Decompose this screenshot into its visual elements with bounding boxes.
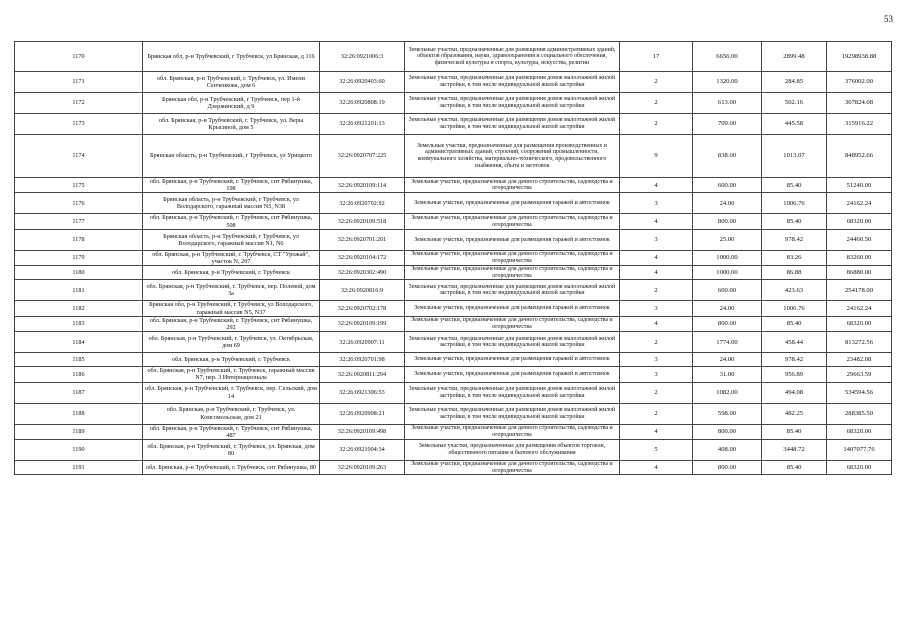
area-cell: 1082.00 <box>693 382 762 403</box>
table-row <box>15 229 892 250</box>
address-cell: обл. Брянская, р-н Трубчевский, г. Трубчевск, гаражный массив N7, пер. 3 Интернационала <box>143 367 320 382</box>
land-use-cell: Земельные участки, предназначенные для размещения гаражей и автостоянок <box>405 353 620 367</box>
land-use-cell: Земельные участки, предназначенные для размещения домов малоэтажной жилой застройки, в том числе индивидуальной жилой застройки <box>405 403 620 424</box>
land-use-cell: Земельные участки, предназначенные для размещения гаражей и автостоянок <box>405 367 620 382</box>
land-use-cell: Земельные участки, предназначенные для размещения производственных и административных зданий, строений, сооружений промышленности, коммунального хозяйства, материально-технического, продовольственного снабжения, сбыта и заготовок <box>405 135 620 178</box>
area-cell: 31.00 <box>693 367 762 382</box>
group-code-cell: 2 <box>620 403 693 424</box>
land-use-cell: Земельные участки, предназначенные для размещения домов малоэтажной жилой застройки, в том числе индивидуальной жилой застройки <box>405 93 620 114</box>
table-row <box>15 193 892 214</box>
address-cell: обл. Брянская, р-н Трубчевский, г. Трубчевск, снт Рябинушка, 80 <box>143 461 320 475</box>
land-use-cell: Земельные участки, предназначенные для дачного строительства, садоводства и огородничества <box>405 424 620 439</box>
group-code-cell: 9 <box>620 135 693 178</box>
cadastral-number-cell: 32:26:0921006:3 <box>320 42 405 72</box>
land-use-cell: Земельные участки, предназначенные для размещения административных зданий, объектов образования, науки, здравоохранения и социального обеспечения, физической культуры и спорта, культуры, искусства, религии <box>405 42 620 72</box>
cadastral-number-cell: 32:26:0921004:34 <box>320 440 405 461</box>
cadastral-number-cell: 32:26:0920808:19 <box>320 93 405 114</box>
area-cell: 25.00 <box>693 229 762 250</box>
row-number-cell: 1170 <box>15 42 143 72</box>
cadastral-number-cell: 32:26:0920702:178 <box>320 301 405 316</box>
address-cell: обл. Брянская, р-н Трубчевский, г. Трубчевск, снт Рябинушка, 198 <box>143 178 320 193</box>
row-number-cell: 1178 <box>15 229 143 250</box>
specific-value-cell: 978.42 <box>762 353 827 367</box>
row-number-cell: 1191 <box>15 461 143 475</box>
address-cell: Брянская область, р-н Трубчевский, г Трубчевск, ул Урицкого <box>143 135 320 178</box>
group-code-cell: 4 <box>620 461 693 475</box>
specific-value-cell: 956.89 <box>762 367 827 382</box>
area-cell: 800.00 <box>693 461 762 475</box>
address-cell: обл. Брянская, р-н Трубчевский, г. Трубчевск, пер. Полевой, дом 3а <box>143 280 320 301</box>
cadastral-value-cell: 307824.08 <box>827 93 892 114</box>
group-code-cell: 4 <box>620 250 693 265</box>
table-row <box>15 403 892 424</box>
cadastral-value-cell: 29663.59 <box>827 367 892 382</box>
address-cell: обл. Брянская, р-н Трубчевский, г. Трубчевск, пер. Сельский, дом 14 <box>143 382 320 403</box>
cadastral-number-cell: 32:26:0920403:60 <box>320 72 405 93</box>
specific-value-cell: 423.63 <box>762 280 827 301</box>
land-use-cell: Земельные участки, предназначенные для дачного строительства, садоводства и огородничества <box>405 178 620 193</box>
area-cell: 1000.00 <box>693 250 762 265</box>
row-number-cell: 1179 <box>15 250 143 265</box>
cadastral-value-cell: 19298938.88 <box>827 42 892 72</box>
row-number-cell: 1177 <box>15 214 143 229</box>
land-use-cell: Земельные участки, предназначенные для размещения гаражей и автостоянок <box>405 301 620 316</box>
address-cell: обл. Брянская, р-н Трубчевский, г. Трубчевск <box>143 353 320 367</box>
table-row <box>15 135 892 178</box>
land-use-cell: Земельные участки, предназначенные для размещения домов малоэтажной жилой застройки, в том числе индивидуальной жилой застройки <box>405 280 620 301</box>
specific-value-cell: 482.25 <box>762 403 827 424</box>
table-row <box>15 280 892 301</box>
cadastral-value-cell: 24162.24 <box>827 301 892 316</box>
group-code-cell: 2 <box>620 280 693 301</box>
row-number-cell: 1187 <box>15 382 143 403</box>
specific-value-cell: 83.26 <box>762 250 827 265</box>
area-cell: 598.00 <box>693 403 762 424</box>
group-code-cell: 2 <box>620 93 693 114</box>
specific-value-cell: 2899.48 <box>762 42 827 72</box>
cadastral-value-cell: 68320.00 <box>827 316 892 331</box>
area-cell: 838.00 <box>693 135 762 178</box>
specific-value-cell: 1006.76 <box>762 301 827 316</box>
group-code-cell: 3 <box>620 229 693 250</box>
group-code-cell: 4 <box>620 424 693 439</box>
cadastral-number-cell: 32:26:0920302:490 <box>320 266 405 280</box>
area-cell: 800.00 <box>693 424 762 439</box>
cadastral-number-cell: 32:26:0920707:225 <box>320 135 405 178</box>
cadastral-value-cell: 23482.08 <box>827 353 892 367</box>
cadastral-number-cell: 32:26:0920702:92 <box>320 193 405 214</box>
group-code-cell: 2 <box>620 114 693 135</box>
address-cell: обл. Брянская, р-н Трубчевский, г. Трубчевск, ул. Имени Сенченкова, дом 6 <box>143 72 320 93</box>
land-use-cell: Земельные участки, предназначенные для размещения домов малоэтажной жилой застройки, в том числе индивидуальной жилой застройки <box>405 332 620 353</box>
address-cell: обл. Брянская, р-н Трубчевский, г. Трубчевск, ул. Веры Крысиной, дом 5 <box>143 114 320 135</box>
area-cell: 613.00 <box>693 93 762 114</box>
land-use-cell: Земельные участки, предназначенные для размещения домов малоэтажной жилой застройки, в том числе индивидуальной жилой застройки <box>405 114 620 135</box>
table-row <box>15 461 892 475</box>
area-cell: 1000.00 <box>693 266 762 280</box>
cadastral-value-cell: 315916.22 <box>827 114 892 135</box>
cadastral-value-cell: 68320.00 <box>827 214 892 229</box>
area-cell: 709.00 <box>693 114 762 135</box>
table-row <box>15 316 892 331</box>
area-cell: 6656.00 <box>693 42 762 72</box>
table-row <box>15 424 892 439</box>
group-code-cell: 2 <box>620 332 693 353</box>
cadastral-value-cell: 51240.00 <box>827 178 892 193</box>
table-row <box>15 266 892 280</box>
address-cell: обл. Брянская, р-н Трубчевский, г. Трубчевск, ул. Брянская, дом 80 <box>143 440 320 461</box>
specific-value-cell: 86.88 <box>762 266 827 280</box>
table-row <box>15 440 892 461</box>
specific-value-cell: 978.42 <box>762 229 827 250</box>
cadastral-number-cell: 32:26:0920109:263 <box>320 461 405 475</box>
cadastral-value-cell: 86880.00 <box>827 266 892 280</box>
address-cell: Брянская обл, р-н Трубчевский, г Трубчевск, ул Брянская, д 116 <box>143 42 320 72</box>
group-code-cell: 3 <box>620 193 693 214</box>
cadastral-value-cell: 24162.24 <box>827 193 892 214</box>
row-number-cell: 1184 <box>15 332 143 353</box>
cadastral-value-cell: 1407077.76 <box>827 440 892 461</box>
table-row <box>15 250 892 265</box>
row-number-cell: 1174 <box>15 135 143 178</box>
specific-value-cell: 1006.76 <box>762 193 827 214</box>
address-cell: обл. Брянская, р-н Трубчевский, г. Трубчевск, снт Рябинушка, 508 <box>143 214 320 229</box>
cadastral-value-cell: 24460.50 <box>827 229 892 250</box>
table-row <box>15 382 892 403</box>
land-use-cell: Земельные участки, предназначенные для дачного строительства, садоводства и огородничества <box>405 250 620 265</box>
row-number-cell: 1190 <box>15 440 143 461</box>
row-number-cell: 1185 <box>15 353 143 367</box>
specific-value-cell: 445.58 <box>762 114 827 135</box>
row-number-cell: 1175 <box>15 178 143 193</box>
land-use-cell: Земельные участки, предназначенные для дачного строительства, садоводства и огородничества <box>405 214 620 229</box>
group-code-cell: 4 <box>620 178 693 193</box>
table-row <box>15 178 892 193</box>
specific-value-cell: 85.40 <box>762 178 827 193</box>
area-cell: 600.00 <box>693 178 762 193</box>
cadastral-value-cell: 376002.00 <box>827 72 892 93</box>
area-cell: 1320.00 <box>693 72 762 93</box>
cadastral-number-cell: 32:26:0921306:53 <box>320 382 405 403</box>
specific-value-cell: 502.16 <box>762 93 827 114</box>
area-cell: 800.00 <box>693 316 762 331</box>
cadastral-number-cell: 32:26:0921201:13 <box>320 114 405 135</box>
group-code-cell: 3 <box>620 353 693 367</box>
address-cell: обл. Брянская, р-н Трубчевский, г. Трубчевск, ул. Комсомольская, дом 21 <box>143 403 320 424</box>
cadastral-number-cell: 32:26:0920109:114 <box>320 178 405 193</box>
area-cell: 408.00 <box>693 440 762 461</box>
row-number-cell: 1189 <box>15 424 143 439</box>
table-row <box>15 367 892 382</box>
address-cell: Брянская обл, р-н Трубчевский, г Трубчевск, ул Володарского, гаражный массив N5, N37 <box>143 301 320 316</box>
address-cell: Брянская область, р-н Трубчевский, г Трубчевск, ул Володарского, гаражный массив N5, N38 <box>143 193 320 214</box>
specific-value-cell: 458.44 <box>762 332 827 353</box>
cadastral-number-cell: 32:26:0920109:498 <box>320 424 405 439</box>
land-use-cell: Земельные участки, предназначенные для размещения гаражей и автостоянок <box>405 193 620 214</box>
area-cell: 24.00 <box>693 193 762 214</box>
row-number-cell: 1173 <box>15 114 143 135</box>
land-use-cell: Земельные участки, предназначенные для дачного строительства, садоводства и огородничества <box>405 266 620 280</box>
group-code-cell: 17 <box>620 42 693 72</box>
cadastral-number-cell: 32:26:0920701:98 <box>320 353 405 367</box>
cadastral-number-cell: 32:26:0920908:21 <box>320 403 405 424</box>
group-code-cell: 4 <box>620 266 693 280</box>
group-code-cell: 4 <box>620 316 693 331</box>
table-row <box>15 42 892 72</box>
group-code-cell: 4 <box>620 214 693 229</box>
row-number-cell: 1180 <box>15 266 143 280</box>
cadastral-value-cell: 68320.00 <box>827 424 892 439</box>
cadastral-number-cell: 32:26:0920109:518 <box>320 214 405 229</box>
address-cell: Брянская обл, р-н Трубчевский, г Трубчевск, пер 1-й Дзержинский, д 9 <box>143 93 320 114</box>
cadastral-number-cell: 32:26:0920811:294 <box>320 367 405 382</box>
table-row <box>15 114 892 135</box>
cadastral-value-cell: 254178.00 <box>827 280 892 301</box>
address-cell: обл. Брянская, р-н Трубчевский, г. Трубчевск, снт Рябинушка, 487 <box>143 424 320 439</box>
address-cell: Брянская область, р-н Трубчевский, г Трубчевск, ул Володарского, гаражный массив N1, N6 <box>143 229 320 250</box>
address-cell: обл. Брянская, р-н Трубчевский, г. Трубчевск, снт Рябинушка, 292 <box>143 316 320 331</box>
area-cell: 600.00 <box>693 280 762 301</box>
cadastral-value-cell: 83260.00 <box>827 250 892 265</box>
row-number-cell: 1183 <box>15 316 143 331</box>
area-cell: 24.00 <box>693 301 762 316</box>
cadastral-value-cell: 813272.56 <box>827 332 892 353</box>
area-cell: 1774.00 <box>693 332 762 353</box>
specific-value-cell: 85.40 <box>762 461 827 475</box>
row-number-cell: 1186 <box>15 367 143 382</box>
group-code-cell: 3 <box>620 301 693 316</box>
area-cell: 800.00 <box>693 214 762 229</box>
cadastral-number-cell: 32:26:0920816:9 <box>320 280 405 301</box>
specific-value-cell: 284.85 <box>762 72 827 93</box>
address-cell: обл. Брянская, р-н Трубчевский, г. Трубчевск <box>143 266 320 280</box>
group-code-cell: 2 <box>620 382 693 403</box>
table-row <box>15 93 892 114</box>
address-cell: обл. Брянская, р-н Трубчевский, г. Трубчевск, СТ "Урожай", участок N, 207 <box>143 250 320 265</box>
cadastral-number-cell: 32:26:0920109:199 <box>320 316 405 331</box>
cadastral-number-cell: 32:26:0920907:11 <box>320 332 405 353</box>
row-number-cell: 1176 <box>15 193 143 214</box>
row-number-cell: 1181 <box>15 280 143 301</box>
group-code-cell: 3 <box>620 367 693 382</box>
specific-value-cell: 1013.07 <box>762 135 827 178</box>
table-row <box>15 332 892 353</box>
group-code-cell: 5 <box>620 440 693 461</box>
land-use-cell: Земельные участки, предназначенные для размещения домов малоэтажной жилой застройки, в том числе индивидуальной жилой застройки <box>405 72 620 93</box>
land-registry-table <box>14 41 892 475</box>
land-use-cell: Земельные участки, предназначенные для размещения домов малоэтажной жилой застройки, в том числе индивидуальной жилой застройки <box>405 382 620 403</box>
cadastral-value-cell: 534594.56 <box>827 382 892 403</box>
cadastral-value-cell: 848952.66 <box>827 135 892 178</box>
table-row <box>15 214 892 229</box>
row-number-cell: 1188 <box>15 403 143 424</box>
page-number: 53 <box>884 14 893 24</box>
land-use-cell: Земельные участки, предназначенные для размещения гаражей и автостоянок <box>405 229 620 250</box>
table-row <box>15 353 892 367</box>
cadastral-value-cell: 288385.50 <box>827 403 892 424</box>
specific-value-cell: 3448.72 <box>762 440 827 461</box>
land-use-cell: Земельные участки, предназначенные для дачного строительства, садоводства и огородничества <box>405 461 620 475</box>
specific-value-cell: 85.40 <box>762 316 827 331</box>
address-cell: обл. Брянская, р-н Трубчевский, г. Трубчевск, ул. Октябрьская, дом 69 <box>143 332 320 353</box>
specific-value-cell: 494.08 <box>762 382 827 403</box>
specific-value-cell: 85.40 <box>762 214 827 229</box>
cadastral-number-cell: 32:26:0920701:201 <box>320 229 405 250</box>
area-cell: 24.00 <box>693 353 762 367</box>
table-row <box>15 301 892 316</box>
group-code-cell: 2 <box>620 72 693 93</box>
specific-value-cell: 85.40 <box>762 424 827 439</box>
cadastral-value-cell: 68320.00 <box>827 461 892 475</box>
row-number-cell: 1171 <box>15 72 143 93</box>
table-row <box>15 72 892 93</box>
land-use-cell: Земельные участки, предназначенные для дачного строительства, садоводства и огородничества <box>405 316 620 331</box>
cadastral-number-cell: 32:26:0920104:172 <box>320 250 405 265</box>
row-number-cell: 1182 <box>15 301 143 316</box>
land-use-cell: Земельные участки, предназначенные для размещения объектов торговли, общественного питания и бытового обслуживания <box>405 440 620 461</box>
row-number-cell: 1172 <box>15 93 143 114</box>
